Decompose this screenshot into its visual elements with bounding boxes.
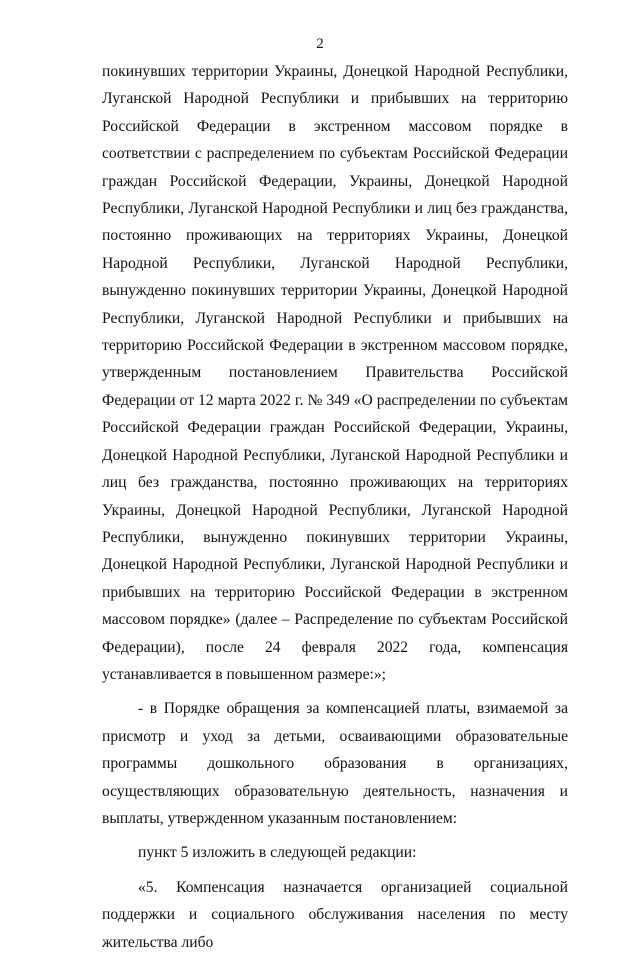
paragraph-continuation: покинувших территории Украины, Донецкой Народной Республики, Луганской Народной Республики и прибывших на территорию Российской Федерации в экстренном массовом порядке в соответствии с распределением по субъектам Российской Федерации граждан Российской Федерации, Украины, Донецкой Народной Республики, Луганской Народной Республики и лиц без гражданства, постоянно проживающих на территориях Украины, Донецкой Народной Республики, Луганской Народной Республики, вынужденно покинувших территории Украины, Донецкой Народной Республики, Луганской Народной Республики и прибывших на территорию Российской Федерации в экстренном массовом порядке, утвержденным постановлением Правительства Российской Федерации от 12 марта 2022 г. № 349 «О распределении по субъектам Российской Федерации граждан Российской Федерации, Украины, Донецкой Народной Республики, Луганской Народной Республики и лиц без гражданства, постоянно проживающих на территориях Украины, Донецкой Народной Республики, Луганской Народной Республики, вынужденно покинувших территории Украины, Донецкой Народной Республики, Луганской Народной Республики и прибывших на территорию Российской Федерации в экстренном массовом порядке» (далее – Распределение по субъектам Российской Федерации), после 24 февраля 2022 года, компенсация устанавливается в повышенном размере:»; (102, 63, 568, 683)
paragraph-amendment-procedure: - в Порядке обращения за компенсацией платы, взимаемой за присмотр и уход за детьми, осваивающими образовательные программы дошкольного образования в организациях, осуществляющих образовательную деятельность, назначения и выплаты, утвержденном указанным постановлением: (102, 700, 568, 827)
page-number: 2 (316, 36, 324, 52)
document-body (102, 58, 568, 956)
paragraph-item-5-instruction: пункт 5 изложить в следующей редакции: (138, 844, 417, 862)
paragraph-item-5-text: «5. Компенсация назначается организацией социальной поддержки и социального обслуживания населения по месту жительства либо (102, 878, 568, 951)
